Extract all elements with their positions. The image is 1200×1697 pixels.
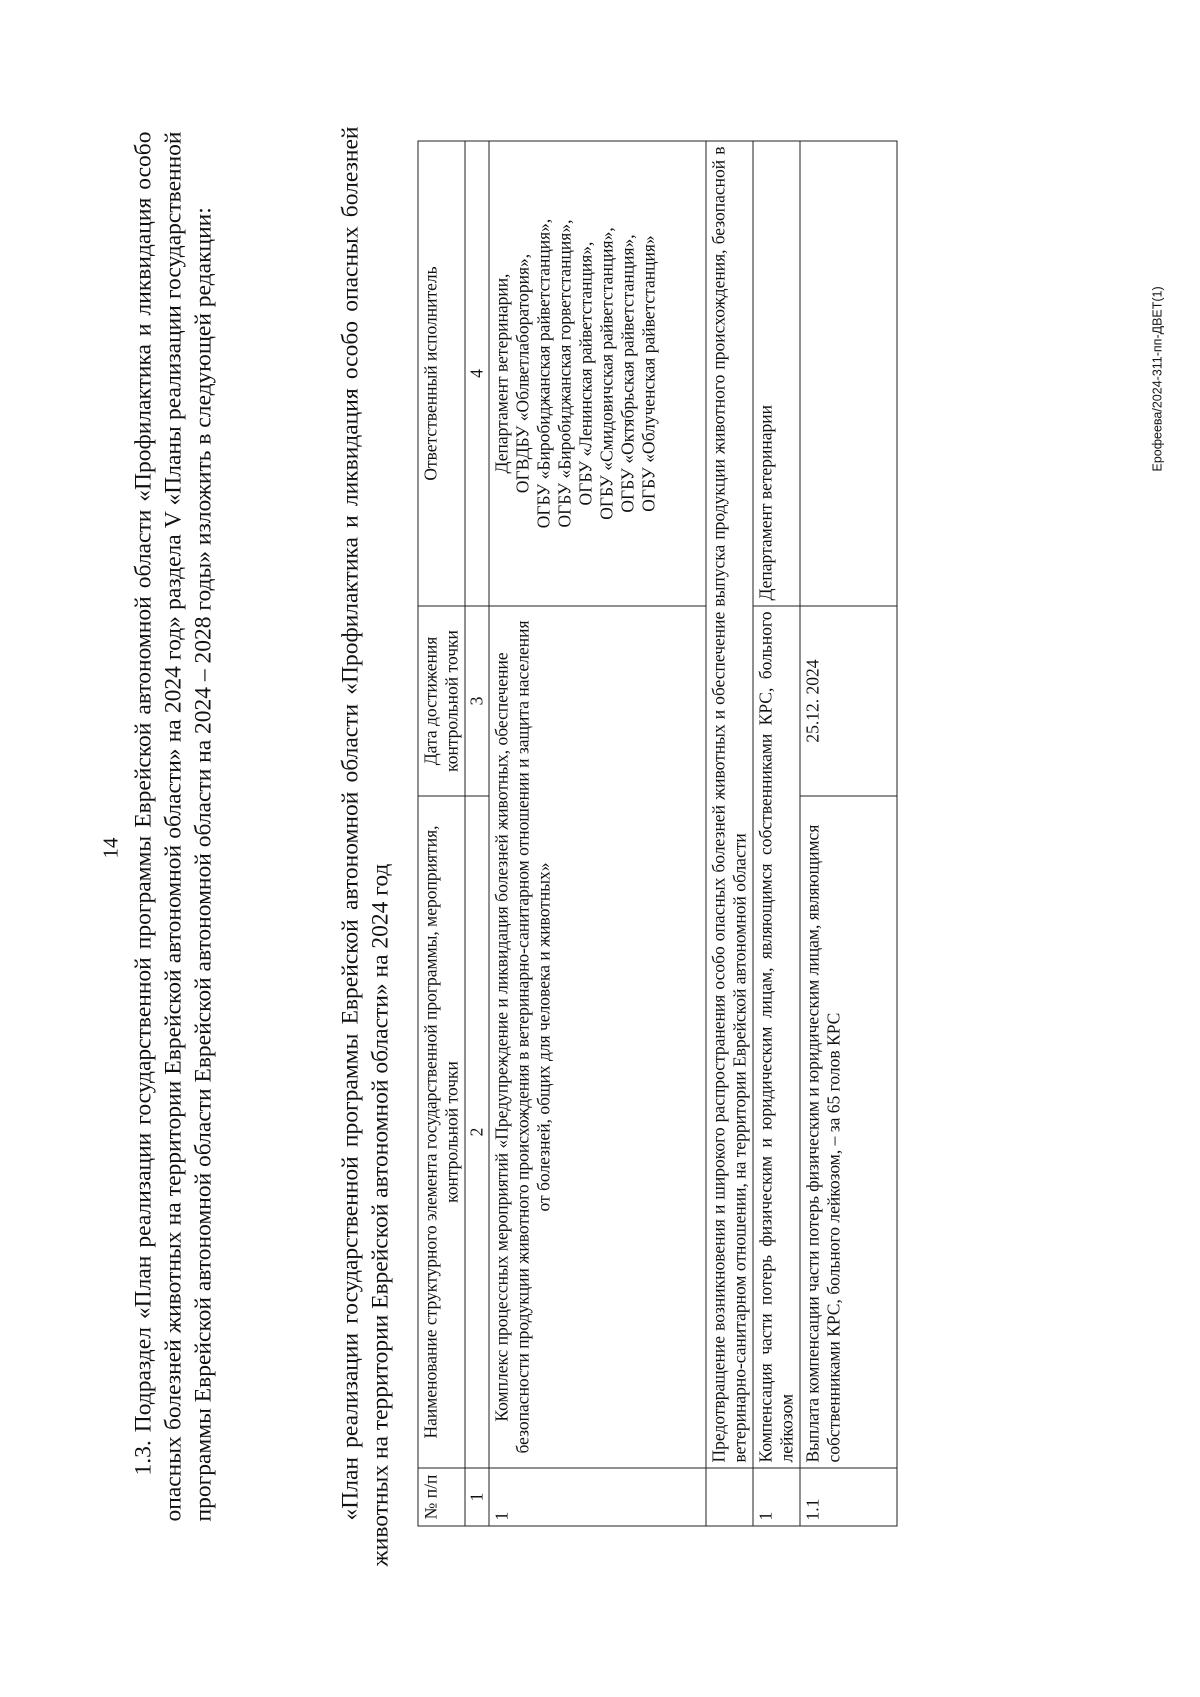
column-number: 3 bbox=[465, 606, 489, 796]
task-number: 1 bbox=[753, 1468, 800, 1526]
task-executor: Департамент ветеринарии bbox=[753, 141, 800, 606]
column-number: 4 bbox=[465, 141, 489, 606]
rotated-page bbox=[1, 0, 1200, 1697]
column-number-row bbox=[465, 141, 489, 1526]
executor-line: ОГВДБУ «Облветлаборатория», bbox=[512, 253, 533, 494]
footer-code: Ерофеева/2024-311-пп-ДВЕТ(1) bbox=[1150, 286, 1165, 472]
page-number: 14 bbox=[98, 837, 123, 859]
header-executor: Ответственный исполнитель bbox=[418, 141, 465, 606]
executor-line: ОГБУ «Облученская райветстанция» bbox=[638, 235, 659, 512]
activity-date: 25.12. 2024 bbox=[800, 606, 897, 796]
column-number: 1 bbox=[465, 1468, 489, 1526]
objective-row bbox=[706, 141, 753, 1526]
complex-title: Комплекс процессных мероприятий «Предупреждение и ликвидация болезней животных, обеспечение безопасности продукции животного происхождения в ветеринарно-санитарном отношении и защита населения от болезней, общих для человека и животных» bbox=[489, 606, 706, 1468]
task-title: Компенсация части потерь физическим и юридическим лицам, являющимся собственниками КРС, больного лейкозом bbox=[753, 606, 800, 1468]
activity-title: Выплата компенсации части потерь физическим и юридическим лицам, являющимся собственниками КРС, больного лейкозом, – за 65 голов КРС bbox=[800, 796, 897, 1468]
executor-line: ОГБУ «Биробиджанская райветстанция», bbox=[533, 218, 554, 529]
executor-line: Департамент ветеринарии, bbox=[491, 273, 512, 474]
complex-row bbox=[489, 141, 706, 1526]
column-number: 2 bbox=[465, 796, 489, 1468]
plan-table bbox=[418, 141, 898, 1527]
executor-line: ОГБУ «Смидовичская райветстанция», bbox=[596, 227, 617, 520]
header-number: № п/п bbox=[418, 1468, 465, 1526]
header-name: Наименование структурного элемента государственной программы, мероприятия, контрольной точки bbox=[418, 796, 465, 1468]
activity-row bbox=[800, 141, 897, 1526]
table-header-row bbox=[418, 141, 465, 1526]
objective-text: Предотвращение возникновения и широкого распространения особо опасных болезней животных и обеспечение выпуска продукции животного происхождения, безопасной в ветеринарно-санитарном отношении, на территории Еврейской автономной области bbox=[706, 141, 753, 1468]
executor-line: ОГБУ «Октябрьская райветстанция», bbox=[617, 234, 638, 513]
task-row bbox=[753, 141, 800, 1526]
activity-number: 1.1 bbox=[800, 1468, 897, 1526]
objective-number bbox=[706, 1468, 753, 1526]
executor-line: ОГБУ «Биробиджанская горветстанция», bbox=[554, 219, 575, 528]
complex-executors bbox=[489, 141, 706, 606]
header-date: Дата достижения контрольной точки bbox=[418, 606, 465, 796]
executor-line: ОГБУ «Ленинская райветстанция», bbox=[575, 241, 596, 506]
complex-number: 1 bbox=[489, 1468, 706, 1526]
intro-paragraph: 1.3. Подраздел «План реализации государственной программы Еврейской автономной области «Профилактика и ликвидация особо опасных болезней животных на территории Еврейской автономной области» на 2024 год» раздела V «Планы реализации государственной программы Еврейской автономной области Еврейской автономной области на 2024 – 2028 годы» изложить в следующей редакции: bbox=[130, 131, 217, 1522]
activity-executor bbox=[800, 141, 897, 606]
plan-title: «План реализации государственной программы Еврейской автономной области «Профилактика и ликвидация особо опасных болезней животных на территории Еврейской автономной области» на 2024 год bbox=[337, 126, 394, 1567]
